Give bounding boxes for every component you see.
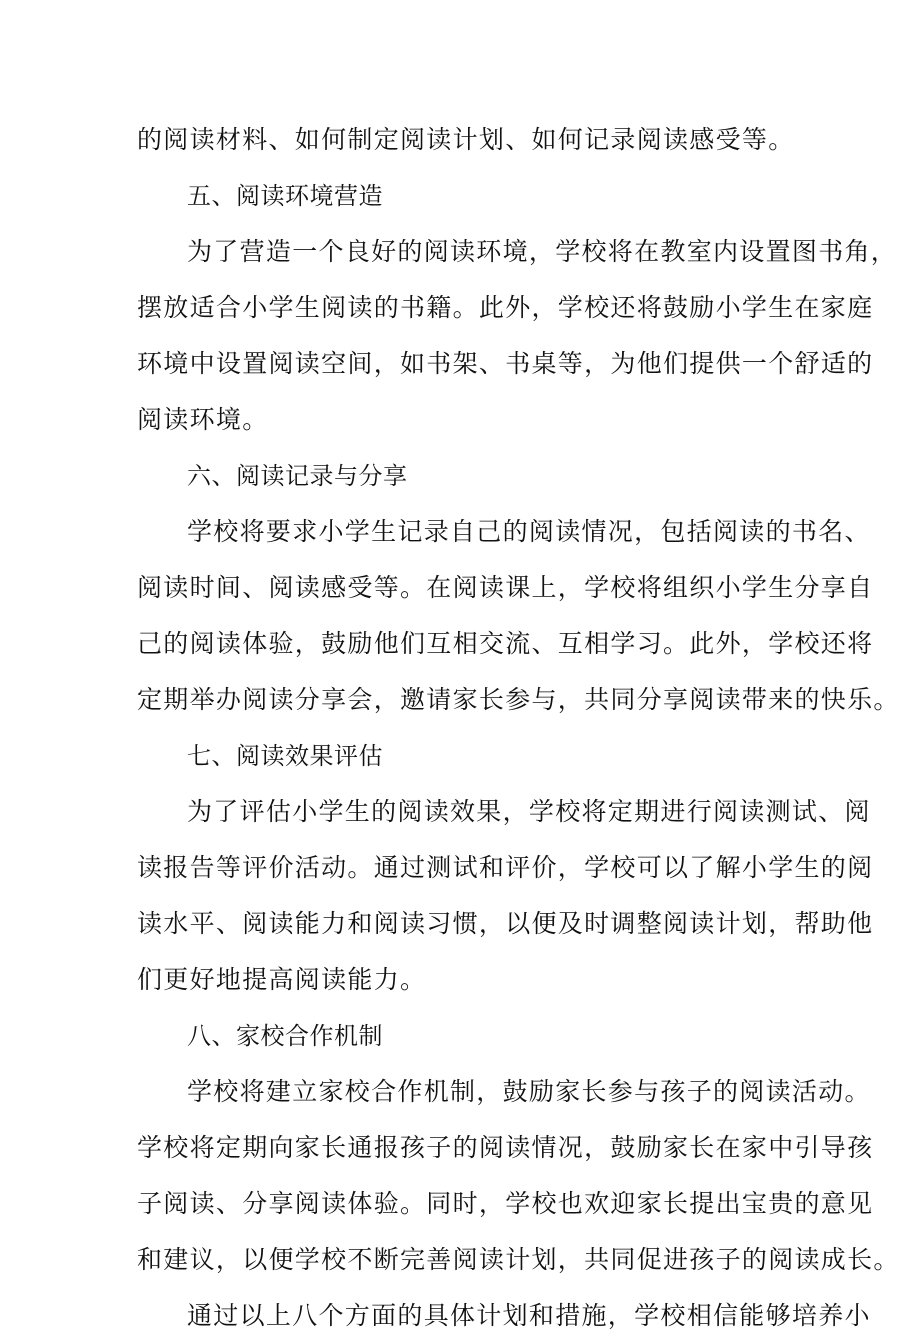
section-heading-7: 七、阅读效果评估 xyxy=(187,742,383,770)
paragraph-line: 和建议，以便学校不断完善阅读计划，共同促进孩子的阅读成长。 xyxy=(137,1245,900,1274)
paragraph-line: 己的阅读体验，鼓励他们互相交流、互相学习。此外，学校还将 xyxy=(137,629,874,658)
paragraph-line: 的阅读材料、如何制定阅读计划、如何记录阅读感受等。 xyxy=(137,125,795,154)
paragraph-line: 阅读环境。 xyxy=(137,405,269,434)
paragraph-line: 学校将定期向家长通报孩子的阅读情况，鼓励家长在家中引导孩 xyxy=(137,1133,874,1162)
paragraph-line: 环境中设置阅读空间，如书架、书桌等，为他们提供一个舒适的 xyxy=(137,349,874,378)
paragraph-line: 们更好地提高阅读能力。 xyxy=(137,965,427,994)
section-heading-5: 五、阅读环境营造 xyxy=(187,182,383,210)
paragraph-line: 学校将要求小学生记录自己的阅读情况，包括阅读的书名、 xyxy=(187,517,871,546)
document-body xyxy=(137,112,900,1344)
paragraph-line: 阅读时间、阅读感受等。在阅读课上，学校将组织小学生分享自 xyxy=(137,573,874,602)
paragraph-line: 为了评估小学生的阅读效果，学校将定期进行阅读测试、阅 xyxy=(187,797,871,826)
paragraph-line: 读水平、阅读能力和阅读习惯，以便及时调整阅读计划，帮助他 xyxy=(137,909,874,938)
paragraph-line: 学校将建立家校合作机制，鼓励家长参与孩子的阅读活动。 xyxy=(187,1077,871,1106)
paragraph-line: 读报告等评价活动。通过测试和评价，学校可以了解小学生的阅 xyxy=(137,853,874,882)
paragraph-line: 为了营造一个良好的阅读环境，学校将在教室内设置图书角， xyxy=(187,237,898,266)
paragraph-line: 定期举办阅读分享会，邀请家长参与，共同分享阅读带来的快乐。 xyxy=(137,685,900,714)
section-heading-6: 六、阅读记录与分享 xyxy=(187,462,408,490)
paragraph-line: 子阅读、分享阅读体验。同时，学校也欢迎家长提出宝贵的意见 xyxy=(137,1189,874,1218)
section-heading-8: 八、家校合作机制 xyxy=(187,1022,383,1050)
paragraph-line: 通过以上八个方面的具体计划和措施，学校相信能够培养小 xyxy=(187,1301,871,1330)
paragraph-line: 摆放适合小学生阅读的书籍。此外，学校还将鼓励小学生在家庭 xyxy=(137,293,874,322)
